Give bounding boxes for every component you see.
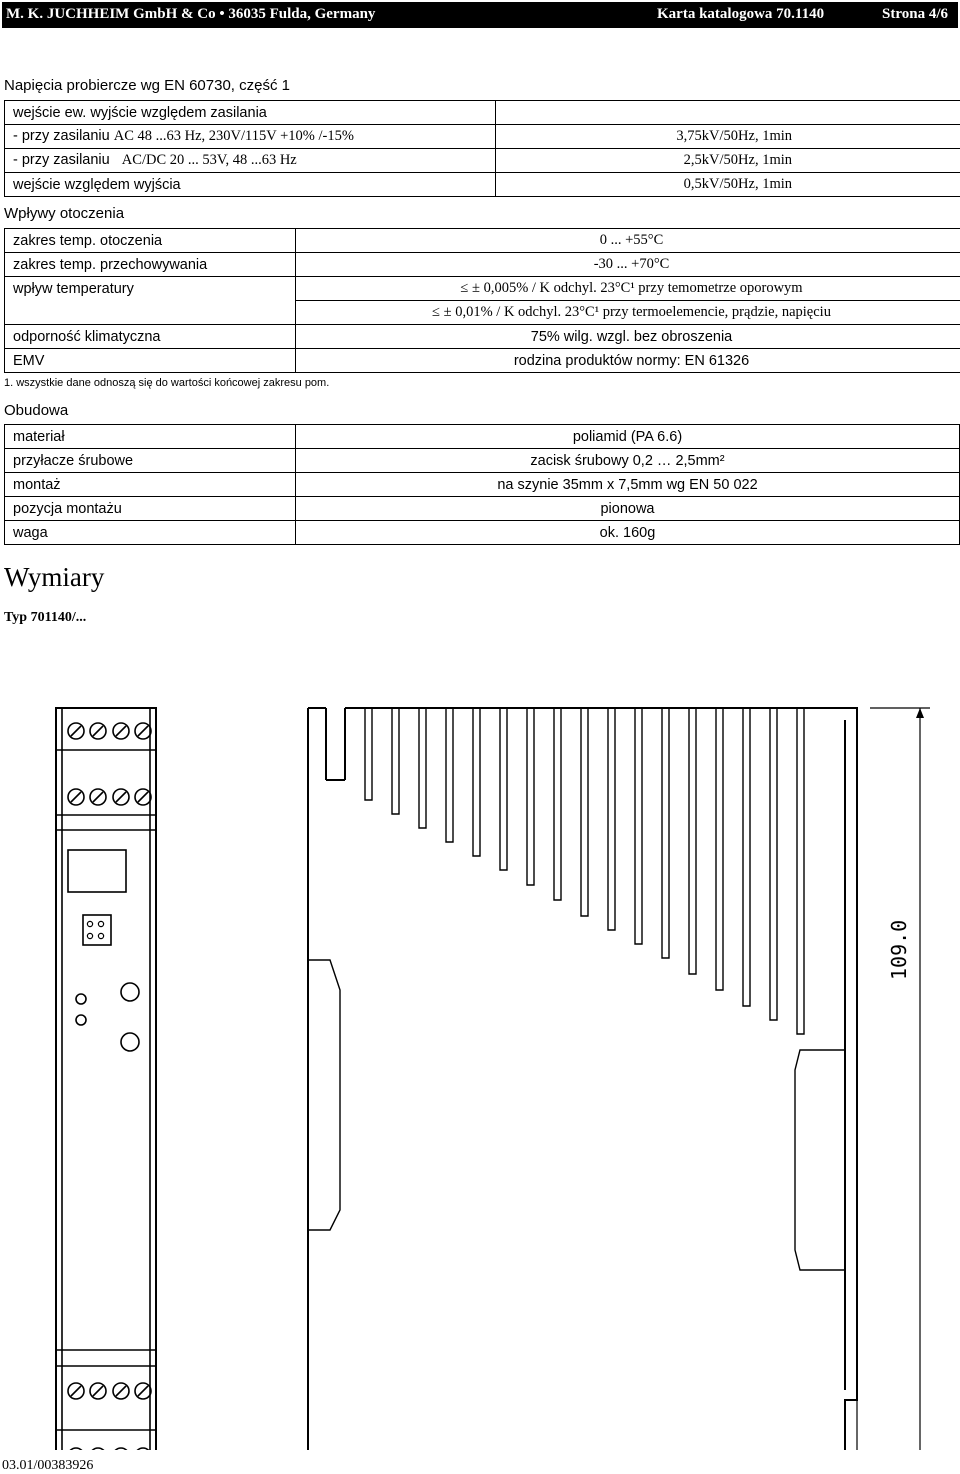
row-value: na szynie 35mm x 7,5mm wg EN 50 022 [296, 473, 960, 497]
row-label: materiał [5, 425, 296, 449]
connector-socket [87, 921, 103, 938]
screw-icon [135, 1448, 151, 1450]
pin-icon [98, 921, 103, 926]
row-label: odporność klimatyczna [5, 325, 296, 349]
pin-icon [98, 933, 103, 938]
table-row [5, 173, 960, 197]
table-row [5, 253, 960, 277]
screw-icon [113, 1448, 129, 1450]
table-row [5, 473, 960, 497]
screw-slot [93, 792, 103, 802]
row-value: ≤ ± 0,01% / K odchyl. 23°C¹ przy termoelemencie, prądzie, napięciu [296, 301, 960, 325]
screw-slot [138, 726, 148, 736]
table-row [5, 325, 960, 349]
dimensions-title: Wymiary [4, 562, 105, 592]
housing-table [4, 424, 960, 545]
side-view [308, 708, 857, 1450]
screw-slot [138, 792, 148, 802]
row-label: - przy zasilaniu AC 48 ...63 Hz, 230V/115V +10% /-15% [5, 125, 496, 149]
row-value: 3,75kV/50Hz, 1min [496, 125, 960, 149]
row-label: przyłacze śrubowe [5, 449, 296, 473]
row-value: rodzina produktów normy: EN 61326 [296, 349, 960, 373]
table-row [5, 149, 960, 173]
section-title-housing: Obudowa [4, 402, 69, 419]
row-value: pionowa [296, 497, 960, 521]
row-label: wpływ temperatury [5, 277, 296, 301]
footnote: 1. wszystkie dane odnoszą się do wartości końcowej zakresu pom. [4, 377, 330, 389]
dimension-drawing [0, 690, 960, 1450]
row-label: wejście względem wyjścia [5, 173, 496, 197]
company-name: M. K. JUCHHEIM GmbH & Co • 36035 Fulda, Germany [6, 6, 376, 22]
row-value: 0,5kV/50Hz, 1min [496, 173, 960, 197]
row-value: zacisk śrubowy 0,2 … 2,5mm² [296, 449, 960, 473]
table-row [5, 425, 960, 449]
table-row [5, 277, 960, 301]
row-value: poliamid (PA 6.6) [296, 425, 960, 449]
row-value: -30 ... +70°C [296, 253, 960, 277]
table-row [5, 301, 960, 325]
catalog-label: Karta katalogowa 70.1140 [657, 6, 825, 22]
row-value [496, 101, 960, 125]
side-features [308, 960, 845, 1270]
type-label: Typ 701140/... [4, 610, 87, 625]
table-row [5, 449, 960, 473]
screw-slot [71, 1386, 81, 1396]
front-view [56, 708, 156, 1450]
table-row [5, 497, 960, 521]
row-label: pozycja montażu [5, 497, 296, 521]
page-number: Strona 4/6 [882, 6, 948, 22]
pin-icon [87, 933, 92, 938]
screw-slot [116, 726, 126, 736]
dimension-height: 109.0 [887, 919, 911, 980]
row-label: zakres temp. otoczenia [5, 229, 296, 253]
section-title-environment: Wpływy otoczenia [4, 205, 125, 222]
row-value: 75% wilg. wzgl. bez obroszenia [296, 325, 960, 349]
terminal-screws [68, 723, 151, 1450]
row-value: 2,5kV/50Hz, 1min [496, 149, 960, 173]
row-label: montaż [5, 473, 296, 497]
table-row [5, 521, 960, 545]
screw-slot [138, 1386, 148, 1396]
dimension-lines [56, 708, 930, 1450]
environment-table [4, 228, 960, 373]
screw-slot [116, 792, 126, 802]
row-value: ok. 160g [296, 521, 960, 545]
row-label [5, 301, 296, 325]
row-label: waga [5, 521, 296, 545]
pin-icon [87, 921, 92, 926]
screw-slot [93, 1386, 103, 1396]
row-label: zakres temp. przechowywania [5, 253, 296, 277]
row-label: EMV [5, 349, 296, 373]
screw-slot [71, 792, 81, 802]
row-value: 0 ... +55°C [296, 229, 960, 253]
test-voltages-table [4, 100, 960, 197]
row-label: - przy zasilaniu AC/DC 20 ... 53V, 48 ...63 Hz [5, 149, 496, 173]
header-bar [2, 2, 958, 28]
document-number: 03.01/00383926 [2, 1458, 94, 1473]
screw-icon [68, 1448, 84, 1450]
table-row [5, 125, 960, 149]
cooling-fins [365, 708, 804, 1034]
screw-slot [93, 726, 103, 736]
row-value: ≤ ± 0,005% / K odchyl. 23°C¹ przy temometrze oporowym [296, 277, 960, 301]
table-row [5, 101, 960, 125]
table-row [5, 349, 960, 373]
row-label: wejście ew. wyjście względem zasilania [5, 101, 496, 125]
screw-slot [116, 1386, 126, 1396]
screw-icon [90, 1448, 106, 1450]
section-title-test-voltages: Napięcia probiercze wg EN 60730, część 1 [4, 77, 290, 94]
screw-slot [71, 726, 81, 736]
table-row [5, 229, 960, 253]
